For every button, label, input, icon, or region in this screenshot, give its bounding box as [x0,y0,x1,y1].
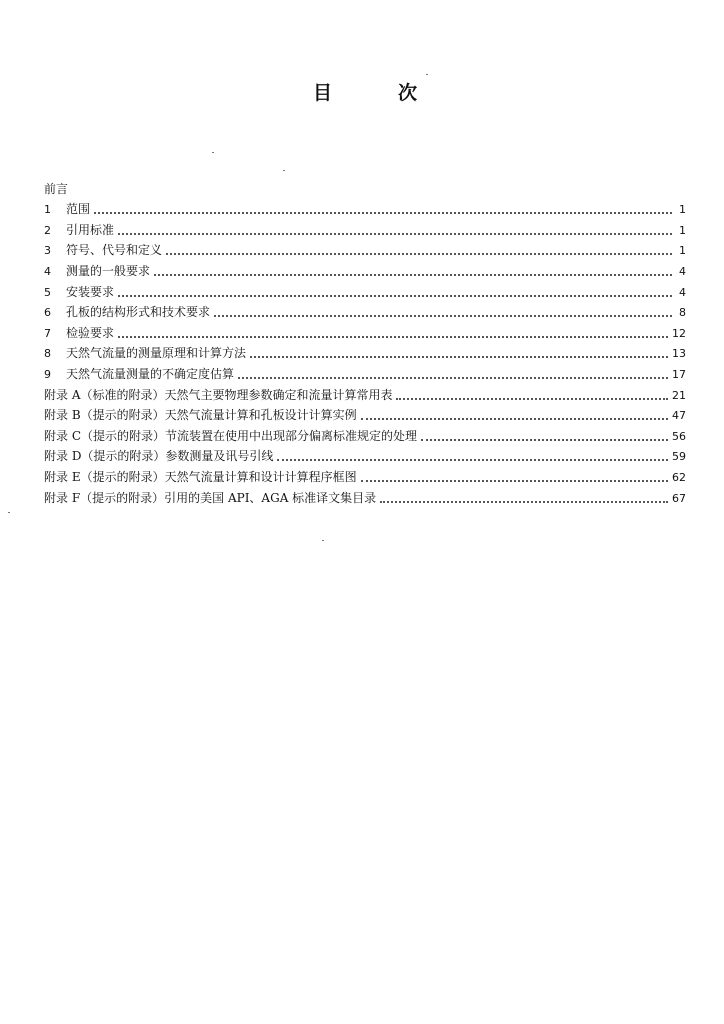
dot-leader [118,293,672,297]
toc-entry-label: 附录 D（提示的附录）参数测量及讯号引线 [44,449,274,464]
toc-entry-number: 5 [44,285,51,299]
toc-entry[interactable] [44,341,686,362]
toc-entry-label: 附录 E（提示的附录）天然气流量计算和设计计算程序框图 [44,469,357,484]
toc-entry-page: 4 [679,285,686,299]
toc-entry[interactable] [44,361,686,382]
toc-entry[interactable] [44,403,686,424]
toc-entry[interactable] [44,217,686,238]
dot-leader [166,251,672,255]
toc-entry[interactable] [44,382,686,403]
dot-leader [361,478,668,482]
toc-entry-label: 符号、代号和定义 [66,243,163,258]
toc-entry-page: 1 [679,223,686,237]
scan-speck [426,74,428,75]
toc-entry-page: 62 [672,470,686,484]
dot-leader [118,231,672,235]
toc-entry-label: 附录 B（提示的附录）天然气流量计算和孔板设计计算实例 [44,408,357,423]
toc-entry[interactable] [44,423,686,444]
toc-entry-page: 67 [672,491,686,505]
toc-entry[interactable] [44,279,686,300]
toc-entry-label: 测量的一般要求 [66,263,151,278]
toc-entry-label: 天然气流量测量的不确定度估算 [66,366,235,381]
toc-preface-label: 前言 [44,181,69,196]
toc-entry[interactable] [44,485,686,506]
toc-entry-label: 附录 F（提示的附录）引用的美国 API、AGA 标准译文集目录 [44,490,377,505]
toc-entry-label: 引用标准 [66,222,115,237]
toc-entry-label: 安装要求 [66,284,115,299]
scan-speck [8,512,10,513]
toc-entry-number: 2 [44,223,51,237]
toc-entry-number: 7 [44,326,51,340]
toc-entry-page: 59 [672,450,686,464]
dot-leader [94,210,672,214]
toc-entry-number: 8 [44,347,51,361]
toc-entry-number: 6 [44,306,51,320]
toc-entry[interactable] [44,300,686,321]
page-title [0,78,724,104]
toc-entry-page: 8 [679,306,686,320]
toc-entry-page: 56 [672,429,686,443]
dot-leader [277,457,668,461]
toc-entry-page: 21 [672,388,686,402]
scan-speck [322,540,324,541]
scan-speck [212,152,214,153]
toc-entry-page: 17 [672,367,686,381]
toc-entry-page: 47 [672,409,686,423]
toc-entries [44,197,686,506]
toc-entry-label: 检验要求 [66,325,115,340]
toc-entry-number: 1 [44,203,51,217]
toc-entry-page: 1 [679,203,686,217]
toc-entry-number: 3 [44,244,51,258]
toc-entry[interactable] [44,197,686,218]
toc-entry-page: 12 [672,326,686,340]
toc-entry-number: 4 [44,264,51,278]
title-char-2: 次 [398,82,418,104]
scan-speck [283,170,285,171]
toc-entry[interactable] [44,258,686,279]
toc-entry-label: 附录 A（标准的附录）天然气主要物理参数确定和流量计算常用表 [44,387,393,402]
toc-entry[interactable] [44,464,686,485]
toc-entry-label: 范围 [66,202,91,217]
dot-leader [250,354,668,358]
toc-entry-page: 1 [679,244,686,258]
toc-entry-page: 4 [679,264,686,278]
dot-leader [421,437,668,441]
dot-leader [396,396,668,400]
toc-entry[interactable] [44,238,686,259]
dot-leader [154,272,672,276]
toc-entry-label: 孔板的结构形式和技术要求 [66,305,211,320]
toc-entry-label: 附录 C（提示的附录）节流装置在使用中出现部分偏离标准规定的处理 [44,428,417,443]
toc-entry[interactable] [44,320,686,341]
toc-entry-label: 天然气流量的测量原理和计算方法 [66,346,247,361]
dot-leader [380,499,668,503]
toc-preface[interactable] [44,176,686,197]
toc-entry-page: 13 [672,347,686,361]
toc-entry-number: 9 [44,367,51,381]
dot-leader [118,334,668,338]
toc-entry[interactable] [44,444,686,465]
dot-leader [214,313,672,317]
table-of-contents [44,176,686,506]
dot-leader [238,375,668,379]
title-char-1: 目 [313,82,333,104]
dot-leader [361,416,668,420]
